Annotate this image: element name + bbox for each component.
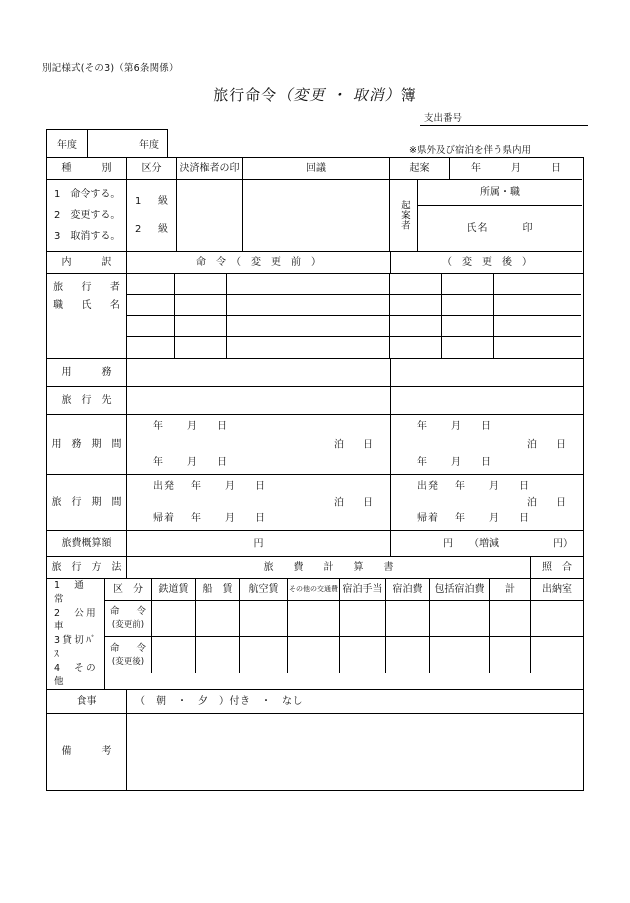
type-option-list[interactable] [47, 180, 127, 252]
after-change-header: （ 変 更 後 ） [391, 252, 583, 274]
d-label: 日 [217, 421, 228, 432]
y-label: 年 [153, 421, 164, 432]
estimate-label: 旅費概算額 [47, 531, 127, 557]
nights-label: 泊 [334, 438, 345, 450]
m-label: 月 [225, 481, 236, 492]
remark-field[interactable] [127, 714, 583, 790]
order-sub-0: (変更前) [111, 620, 145, 631]
traveler-before-2-0[interactable] [127, 316, 175, 337]
method-option-list[interactable] [47, 579, 105, 689]
drafter-seal-label: 印 [522, 222, 534, 234]
expense-col-package-lodging: 包括宿泊費 [430, 579, 490, 601]
days-label: 日 [363, 496, 374, 508]
departure-label: 出発 [153, 481, 175, 492]
m-label: 月 [187, 421, 198, 432]
form-code: 別記様式(その3)（第6条関係） [42, 63, 179, 74]
traveler-after-2-2[interactable] [494, 316, 581, 337]
approver-seal-field[interactable] [177, 180, 243, 252]
method-option-2[interactable]: 3貸切ﾊﾞｽ [54, 635, 99, 660]
table-row [127, 274, 581, 295]
class-option-0[interactable] [127, 195, 176, 209]
type-option-1[interactable]: 2 変更する。 [54, 209, 121, 221]
traveler-after-3-1[interactable] [442, 337, 494, 358]
header-circulation: 回議 [243, 158, 390, 180]
title-tail: 簿 [400, 86, 417, 104]
travel-period-after-dates [391, 475, 583, 530]
expense-1-ship[interactable] [196, 637, 240, 673]
y-label: 年 [455, 481, 466, 492]
travel-before-arrival[interactable] [153, 512, 266, 526]
days-label: 日 [556, 496, 567, 508]
type-option-2[interactable]: 3 取消する。 [54, 230, 121, 242]
header-draft-date: 年 月 日 [450, 158, 582, 180]
page-title [0, 84, 630, 105]
expense-col-air: 航空賃 [240, 579, 288, 601]
expense-col-total: 計 [490, 579, 531, 601]
class-1-num: 2 [135, 223, 142, 235]
expense-0-ship[interactable] [196, 601, 240, 637]
arrival-label: 帰着 [417, 512, 439, 524]
expense-col-other-transport [288, 579, 340, 601]
table-row [105, 601, 583, 637]
duty-after-field[interactable] [391, 359, 583, 387]
estimate-after-inner [391, 531, 583, 556]
table-row [105, 637, 583, 673]
travel-period-after[interactable] [391, 475, 583, 531]
duty-before-end[interactable] [153, 456, 228, 470]
payment-number-rule[interactable] [420, 125, 588, 126]
duty-after-nights[interactable] [527, 438, 567, 452]
traveler-section [47, 274, 583, 359]
expense-0-allowance[interactable] [340, 601, 386, 637]
y-label: 年 [417, 456, 428, 468]
expense-col-other-transport-text: その他の交通費 [289, 584, 338, 593]
y-label: 年 [153, 456, 164, 468]
expense-col-rail: 鉄道賃 [152, 579, 196, 601]
table-row [127, 295, 581, 316]
class-1-unit: 級 [158, 223, 168, 235]
duty-period-after[interactable] [391, 415, 583, 475]
nights-label: 泊 [527, 496, 538, 508]
duty-period-before[interactable] [127, 415, 391, 475]
expense-grid [105, 579, 583, 689]
duty-after-end[interactable] [417, 456, 492, 470]
fiscal-year-input[interactable]: 年度 [139, 140, 159, 151]
expense-1-other[interactable] [288, 637, 340, 673]
verification-label: 照 合 [531, 557, 583, 579]
expense-1-air[interactable] [240, 637, 288, 673]
d-label: 日 [255, 512, 266, 524]
expense-col-lodging-allowance: 宿泊手当 [340, 579, 386, 601]
traveler-before-1-0[interactable] [127, 295, 175, 316]
method-option-1[interactable]: 2 公用車 [54, 607, 99, 633]
duty-period-after-dates [391, 415, 583, 474]
expense-1-lodging[interactable] [386, 637, 430, 673]
remark-label: 備 考 [47, 714, 127, 790]
estimate-before-inner [127, 531, 390, 556]
estimate-adjust-yen: 円） [553, 537, 573, 549]
payment-number-label: 支出番号 [424, 113, 463, 124]
remark-row [47, 714, 583, 790]
m-label: 月 [489, 512, 500, 524]
traveler-after-3-2[interactable] [494, 337, 581, 358]
fiscal-year-tab[interactable] [46, 129, 168, 157]
order-label-0: 命 令 [109, 606, 150, 617]
m-label: 月 [451, 456, 462, 468]
traveler-before-3-1[interactable] [175, 337, 227, 358]
method-option-0[interactable]: 1 通 常 [54, 580, 99, 605]
estimate-adjust-label: （増減 [469, 537, 499, 549]
estimate-row [47, 531, 583, 557]
d-label: 日 [255, 481, 266, 492]
expense-table [47, 579, 583, 690]
y-label: 年 [417, 421, 428, 432]
destination-label: 旅 行 先 [47, 387, 127, 415]
expense-1-total[interactable] [490, 637, 531, 673]
arrival-label: 帰着 [153, 512, 175, 524]
traveler-after-0-0[interactable] [390, 274, 442, 295]
traveler-before-0-2[interactable] [227, 274, 390, 295]
estimate-before-yen: 円 [253, 537, 264, 549]
duty-label: 用 務 [47, 359, 127, 387]
travel-after-nights[interactable] [527, 496, 567, 510]
expense-0-package[interactable] [430, 601, 490, 637]
expense-1-allowance[interactable] [340, 637, 386, 673]
travel-after-departure[interactable] [417, 480, 530, 494]
expense-0-lodging[interactable] [386, 601, 430, 637]
drafter-affiliation[interactable]: 所属・職 [418, 180, 582, 206]
traveler-label-line2: 職 氏 名 [53, 299, 125, 311]
estimate-after-yen: 円 [443, 537, 453, 549]
expense-0-other[interactable] [288, 601, 340, 637]
duty-row [47, 359, 583, 387]
y-label: 年 [455, 512, 466, 524]
estimate-before[interactable] [127, 531, 391, 557]
duty-before-nights[interactable] [334, 438, 374, 452]
drafter-name-row[interactable] [418, 206, 582, 251]
class-0-num: 1 [135, 195, 142, 207]
traveler-after-1-2[interactable] [494, 295, 581, 316]
expense-0-air[interactable] [240, 601, 288, 637]
traveler-label [47, 274, 127, 358]
travel-after-arrival[interactable] [417, 512, 530, 526]
traveler-after-3-0[interactable] [390, 337, 442, 358]
title-paren: （変更 ・ 取消） [277, 86, 401, 104]
traveler-after-0-2[interactable] [494, 274, 581, 295]
travel-period-label: 旅 行 期 間 [47, 475, 127, 531]
method-label: 旅 行 方 法 [47, 557, 127, 579]
destination-before-field[interactable] [127, 387, 391, 415]
m-label: 月 [489, 481, 500, 492]
d-label: 日 [519, 512, 530, 524]
traveler-before-3-2[interactable] [227, 337, 390, 358]
class-option-1[interactable] [127, 223, 176, 237]
table-row [127, 316, 581, 337]
traveler-before-0-0[interactable] [127, 274, 175, 295]
expense-1-cashier[interactable] [531, 637, 583, 673]
traveler-after-2-0[interactable] [390, 316, 442, 337]
table-row [127, 337, 581, 358]
header-approver-seal: 決済権者の印 [177, 158, 243, 180]
traveler-before-3-0[interactable] [127, 337, 175, 358]
d-label: 日 [217, 456, 228, 468]
meal-label: 食事 [47, 690, 127, 714]
d-label: 日 [481, 421, 492, 432]
expense-1-rail[interactable] [152, 637, 196, 673]
expense-0-cashier[interactable] [531, 601, 583, 637]
type-option-0[interactable]: 1 命令する。 [54, 188, 121, 200]
traveler-before-1-1[interactable] [175, 295, 227, 316]
traveler-before-0-1[interactable] [175, 274, 227, 295]
expense-row-label-before [105, 601, 152, 637]
y-label: 年 [191, 481, 202, 492]
days-label: 日 [363, 438, 374, 450]
order-label-1: 命 令 [109, 642, 150, 654]
header-type: 種 別 [47, 158, 127, 180]
traveler-before-2-2[interactable] [227, 316, 390, 337]
traveler-after-1-1[interactable] [442, 295, 494, 316]
traveler-after-2-1[interactable] [442, 316, 494, 337]
drafter-label: 起案者 [390, 180, 418, 252]
expense-row-label-after [105, 637, 152, 673]
traveler-after-1-0[interactable] [390, 295, 442, 316]
duty-before-start[interactable] [153, 420, 228, 434]
title-main: 旅行命令 [213, 86, 278, 104]
travel-period-before[interactable] [127, 475, 391, 531]
approval-header-row [47, 158, 583, 180]
duty-before-field[interactable] [127, 359, 391, 387]
duty-period-row [47, 415, 583, 475]
d-label: 日 [481, 456, 492, 468]
method-header-row [47, 557, 583, 579]
class-0-unit: 級 [158, 195, 168, 207]
destination-row [47, 387, 583, 415]
nights-label: 泊 [527, 438, 538, 450]
duty-period-before-dates [127, 415, 390, 474]
method-option-3[interactable]: 4 その他 [54, 662, 99, 688]
approval-body-row [47, 180, 583, 252]
class-option-list[interactable] [127, 180, 177, 252]
drafter-name-label: 氏名 [466, 222, 489, 234]
before-change-header: 命 令 （ 変 更 前 ） [127, 252, 391, 274]
header-drafting: 起案 [390, 158, 450, 180]
fiscal-year-label: 年度 [47, 130, 88, 157]
duty-after-start[interactable] [417, 420, 492, 434]
traveler-before-1-2[interactable] [227, 295, 390, 316]
departure-label: 出発 [417, 481, 439, 492]
expense-col-kubun: 区 分 [105, 579, 152, 601]
traveler-grid [127, 274, 581, 358]
nights-label: 泊 [334, 496, 345, 508]
breakdown-header-row [47, 252, 583, 274]
header-class: 区分 [127, 158, 177, 180]
traveler-after-0-1[interactable] [442, 274, 494, 295]
m-label: 月 [225, 512, 236, 524]
order-sub-1: (変更後) [111, 656, 145, 667]
travel-period-row [47, 475, 583, 531]
circulation-field[interactable] [243, 180, 390, 252]
traveler-before-2-1[interactable] [175, 316, 227, 337]
days-label: 日 [556, 438, 567, 450]
destination-after-field[interactable] [391, 387, 583, 415]
travel-before-nights[interactable] [334, 496, 374, 510]
expense-0-rail[interactable] [152, 601, 196, 637]
m-label: 月 [451, 421, 462, 432]
expense-0-total[interactable] [490, 601, 531, 637]
estimate-after[interactable] [391, 531, 583, 557]
travel-period-before-dates [127, 475, 390, 530]
expense-header-row [105, 579, 583, 601]
expense-sheet-title: 旅 費 計 算 書 [127, 557, 531, 579]
scope-note: ※県外及び宿泊を伴う県内用 [409, 145, 531, 156]
expense-col-ship: 船 賃 [196, 579, 240, 601]
main-form-table [46, 157, 584, 791]
meal-row [47, 690, 583, 714]
y-label: 年 [191, 512, 202, 524]
expense-1-package[interactable] [430, 637, 490, 673]
meal-options[interactable]: （ 朝 ・ 夕 ）付き ・ なし [127, 690, 583, 714]
d-label: 日 [519, 481, 530, 492]
expense-col-cashier: 出納室 [531, 579, 583, 601]
duty-period-label: 用 務 期 間 [47, 415, 127, 475]
m-label: 月 [187, 456, 198, 468]
breakdown-label: 内 訳 [47, 252, 127, 274]
expense-col-lodging-fee: 宿泊費 [386, 579, 430, 601]
traveler-label-line1: 旅 行 者 [53, 282, 125, 293]
travel-before-departure[interactable] [153, 480, 266, 494]
drafter-block [418, 180, 582, 252]
